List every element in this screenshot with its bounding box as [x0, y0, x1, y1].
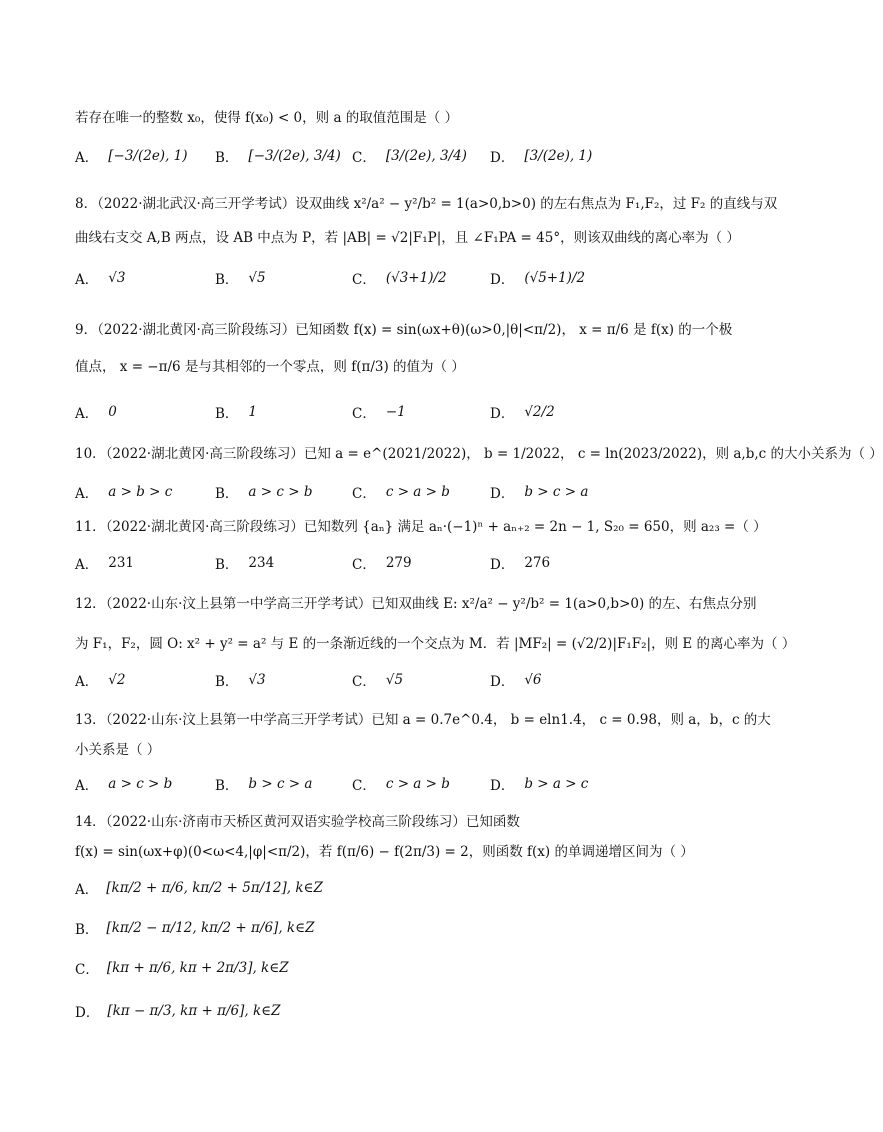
option-b: B． 234 [215, 555, 275, 573]
option-a: A． a > c > b [75, 776, 173, 794]
option-a: A． √2 [75, 672, 126, 690]
intro-question-text: 若存在唯一的整数 x₀，使得 f(x₀) < 0，则 a 的取值范围是（ ） [75, 110, 459, 126]
q14-option-d: D． [kπ − π/3, kπ + π/6], k∈Z [75, 1003, 281, 1021]
option-c: C． [3/(2e), 3/4) [352, 148, 467, 166]
option-d: D． 276 [490, 555, 551, 573]
q13-line1: 13．（2022·山东·汶上县第一中学高三开学考试）已知 a = 0.7e^0.4， b = eln1.4， c = 0.98，则 a，b，c 的大 [75, 712, 771, 728]
q10-options [75, 472, 760, 512]
q8-line2: 曲线右支交 A,B 两点，设 AB 中点为 P，若 |AB| = √2|F₁P|，且 ∠F₁PA = 45°，则该双曲线的离心率为（ ） [75, 230, 740, 246]
q8-options [75, 258, 760, 298]
q9-line2: 值点， x = −π/6 是与其相邻的一个零点，则 f(π/3) 的值为（ ） [75, 359, 465, 375]
q9-line1: 9．（2022·湖北黄冈·高三阶段练习）已知函数 f(x) = sin(ωx+θ)(ω>0,|θ|<π/2)， x = π/6 是 f(x) 的一个极 [75, 322, 733, 338]
q12-line1: 12．（2022·山东·汶上县第一中学高三开学考试）已知双曲线 E: x²/a² − y²/b² = 1(a>0,b>0) 的左、右焦点分别 [75, 596, 757, 612]
option-b: B． √5 [215, 270, 266, 288]
q10-line1: 10．（2022·湖北黄冈·高三阶段练习）已知 a = e^(2021/2022)， b = 1/2022， c = ln(2023/2022)，则 a,b,c 的大小关系为（ ） [75, 446, 883, 462]
intro-options [75, 136, 760, 176]
q13-options [75, 764, 760, 804]
option-d: D． √6 [490, 672, 542, 690]
q8-line1: 8．（2022·湖北武汉·高三开学考试）设双曲线 x²/a² − y²/b² = 1(a>0,b>0) 的左右焦点为 F₁,F₂，过 F₂ 的直线与双 [75, 196, 778, 212]
option-c: C． −1 [352, 404, 406, 422]
option-b: B． [−3/(2e), 3/4) [215, 148, 341, 166]
q13-line2: 小关系是（ ） [75, 742, 161, 758]
option-d: D． [3/(2e), 1) [490, 148, 593, 166]
q11-options [75, 543, 760, 583]
option-b: B． b > c > a [215, 776, 313, 794]
option-b: B． 1 [215, 404, 258, 422]
q9-options [75, 392, 760, 432]
option-c: C． (√3+1)/2 [352, 270, 447, 288]
option-c: C． c > a > b [352, 484, 450, 502]
option-a: A． √3 [75, 270, 126, 288]
q14-option-b: B． [kπ/2 − π/12, kπ/2 + π/6], k∈Z [75, 920, 315, 938]
q12-options [75, 660, 760, 700]
q14-option-c: C． [kπ + π/6, kπ + 2π/3], k∈Z [75, 960, 289, 978]
q14-line2: f(x) = sin(ωx+φ)(0<ω<4,|φ|<π/2)，若 f(π/6) − f(2π/3) = 2，则函数 f(x) 的单调递增区间为（ ） [75, 844, 694, 860]
q11-line1: 11．（2022·湖北黄冈·高三阶段练习）已知数列 {aₙ} 满足 aₙ·(−1)ⁿ + aₙ₊₂ = 2n − 1, S₂₀ = 650，则 a₂₃ =（ ） [75, 519, 767, 535]
option-a: A． 231 [75, 555, 135, 573]
option-a: A． [−3/(2e), 1) [75, 148, 188, 166]
option-d: D． b > c > a [490, 484, 589, 502]
option-a: A． 0 [75, 404, 117, 422]
option-d: D． b > a > c [490, 776, 589, 794]
q14-line1: 14．（2022·山东·济南市天桥区黄河双语实验学校高三阶段练习）已知函数 [75, 814, 520, 830]
option-b: B． √3 [215, 672, 266, 690]
option-d: D． √2/2 [490, 404, 555, 422]
q12-line2: 为 F₁，F₂，圆 O: x² + y² = a² 与 E 的一条渐近线的一个交点为 M．若 |MF₂| = (√2/2)|F₁F₂|，则 E 的离心率为（ ） [75, 636, 796, 652]
q14-option-a: A． [kπ/2 + π/6, kπ/2 + 5π/12], k∈Z [75, 880, 323, 898]
option-a: A． a > b > c [75, 484, 173, 502]
option-d: D． (√5+1)/2 [490, 270, 586, 288]
option-c: C． √5 [352, 672, 404, 690]
option-c: C． c > a > b [352, 776, 450, 794]
option-b: B． a > c > b [215, 484, 313, 502]
option-c: C． 279 [352, 555, 412, 573]
